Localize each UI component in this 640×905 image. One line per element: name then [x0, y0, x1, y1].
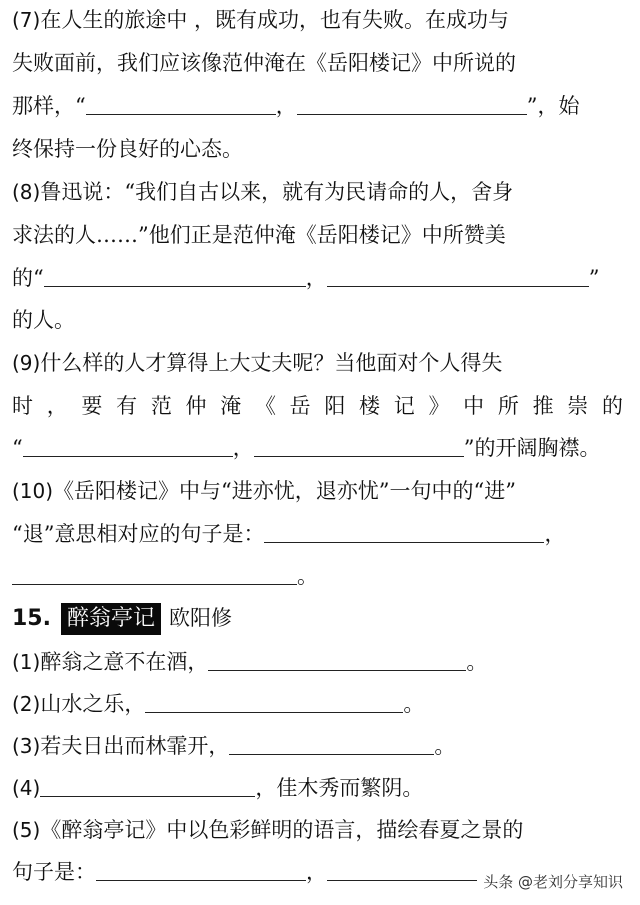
q10-text-2b: ，: [544, 522, 566, 546]
s5-text-2b: ，: [306, 860, 327, 884]
q8-text-3c: ”: [588, 266, 600, 290]
watermark: 头条 @老刘分享知识: [480, 870, 626, 893]
s1-number: (1): [12, 650, 41, 674]
s4-line: [12, 774, 632, 802]
q10-answer-blank-1[interactable]: [264, 522, 544, 543]
q9-line-1: [12, 349, 632, 377]
q8-line-4: [12, 306, 632, 334]
s4-number: (4): [12, 776, 41, 800]
q10-line-3: [12, 562, 632, 590]
s2-text: 山水之乐，: [40, 692, 146, 716]
s4-answer-blank[interactable]: [40, 776, 255, 797]
q9-text-1: 什么样的人才算得上大丈夫呢？当他面对个人得失: [40, 351, 503, 375]
s3-answer-blank[interactable]: [229, 734, 434, 755]
s1-end: 。: [466, 650, 488, 674]
q7-line-3: [12, 92, 632, 120]
s2-answer-blank[interactable]: [145, 692, 403, 713]
q10-line-1: [12, 477, 632, 505]
s1-answer-blank[interactable]: [208, 650, 466, 671]
section-author: 欧阳修: [169, 606, 232, 630]
section-title: 醉翁亭记: [61, 603, 161, 635]
s1-line: [12, 648, 632, 676]
q10-line-2: [12, 520, 632, 548]
q9-answer-blank-2[interactable]: [254, 436, 464, 457]
s5-text-2a: 句子是：: [12, 860, 96, 884]
q10-text-2a: “退”意思相对应的句子是：: [12, 522, 265, 546]
s5-text-1: 《醉翁亭记》中以色彩鲜明的语言，描绘春夏之景的: [40, 818, 524, 842]
s3-end: 。: [434, 734, 456, 758]
q9-line-3: [12, 434, 632, 462]
q8-line-3: [12, 264, 632, 292]
q8-text-2: 求法的人……”他们正是范仲淹《岳阳楼记》中所赞美: [12, 223, 506, 247]
q8-text-3a: 的“: [12, 266, 44, 290]
q7-text-3a: 那样，“: [12, 94, 86, 118]
s2-line: [12, 690, 632, 718]
q10-number: (10): [12, 479, 54, 503]
q7-line-4: [12, 135, 632, 163]
q7-text-2: 失败面前，我们应该像范仲淹在《岳阳楼记》中所说的: [12, 51, 516, 75]
q7-line-2: [12, 49, 632, 77]
q9-text-3b: ，: [232, 436, 254, 460]
q8-answer-blank-1[interactable]: [44, 266, 306, 287]
s5-answer-blank-1[interactable]: [96, 860, 306, 881]
s3-line: [12, 732, 632, 760]
q9-answer-blank-1[interactable]: [23, 436, 233, 457]
q9-line-2: [12, 392, 632, 420]
q10-text-3b: 。: [297, 564, 318, 588]
q7-answer-blank-2[interactable]: [297, 94, 527, 115]
s2-end: 。: [403, 692, 425, 716]
s3-text: 若夫日出而林霏开，: [40, 734, 230, 758]
q9-text-3c: ”的开阔胸襟。: [463, 436, 601, 460]
s4-end: ，佳木秀而繁阴。: [255, 776, 424, 800]
s5-number: (5): [12, 818, 41, 842]
q7-number: (7): [12, 8, 41, 32]
q8-answer-blank-2[interactable]: [327, 266, 589, 287]
q7-text-4: 终保持一份良好的心态。: [12, 137, 243, 161]
q8-text-1: 鲁迅说：“我们自古以来，就有为民请命的人，舍身: [40, 180, 514, 204]
q8-text-3b: ，: [305, 266, 327, 290]
q9-text-2: 时，要有范仲淹《岳阳楼记》中所推崇的: [12, 394, 632, 418]
s5-line-1: [12, 816, 632, 844]
s2-number: (2): [12, 692, 41, 716]
q8-number: (8): [12, 180, 41, 204]
q7-answer-blank-1[interactable]: [86, 94, 276, 115]
q7-line-1: [12, 6, 632, 34]
q10-answer-blank-2[interactable]: [12, 564, 297, 585]
q8-line-1: [12, 178, 632, 206]
q7-text-3b: ，: [275, 94, 297, 118]
s3-number: (3): [12, 734, 41, 758]
section-number: 15.: [12, 606, 51, 631]
q9-number: (9): [12, 351, 41, 375]
section-15-heading: [12, 602, 632, 635]
q7-text-1: 在人生的旅途中 ，既有成功，也有失败。在成功与: [40, 8, 510, 32]
q8-text-4: 的人。: [12, 308, 75, 332]
q9-text-3a: “: [12, 436, 23, 460]
q10-text-1: 《岳阳楼记》中与“进亦忧，退亦忧”一句中的“进”: [53, 479, 517, 503]
s5-answer-blank-2[interactable]: [327, 860, 477, 881]
q7-text-3c: ”，始: [526, 94, 580, 118]
s1-text: 醉翁之意不在酒，: [40, 650, 209, 674]
q8-line-2: [12, 221, 632, 249]
